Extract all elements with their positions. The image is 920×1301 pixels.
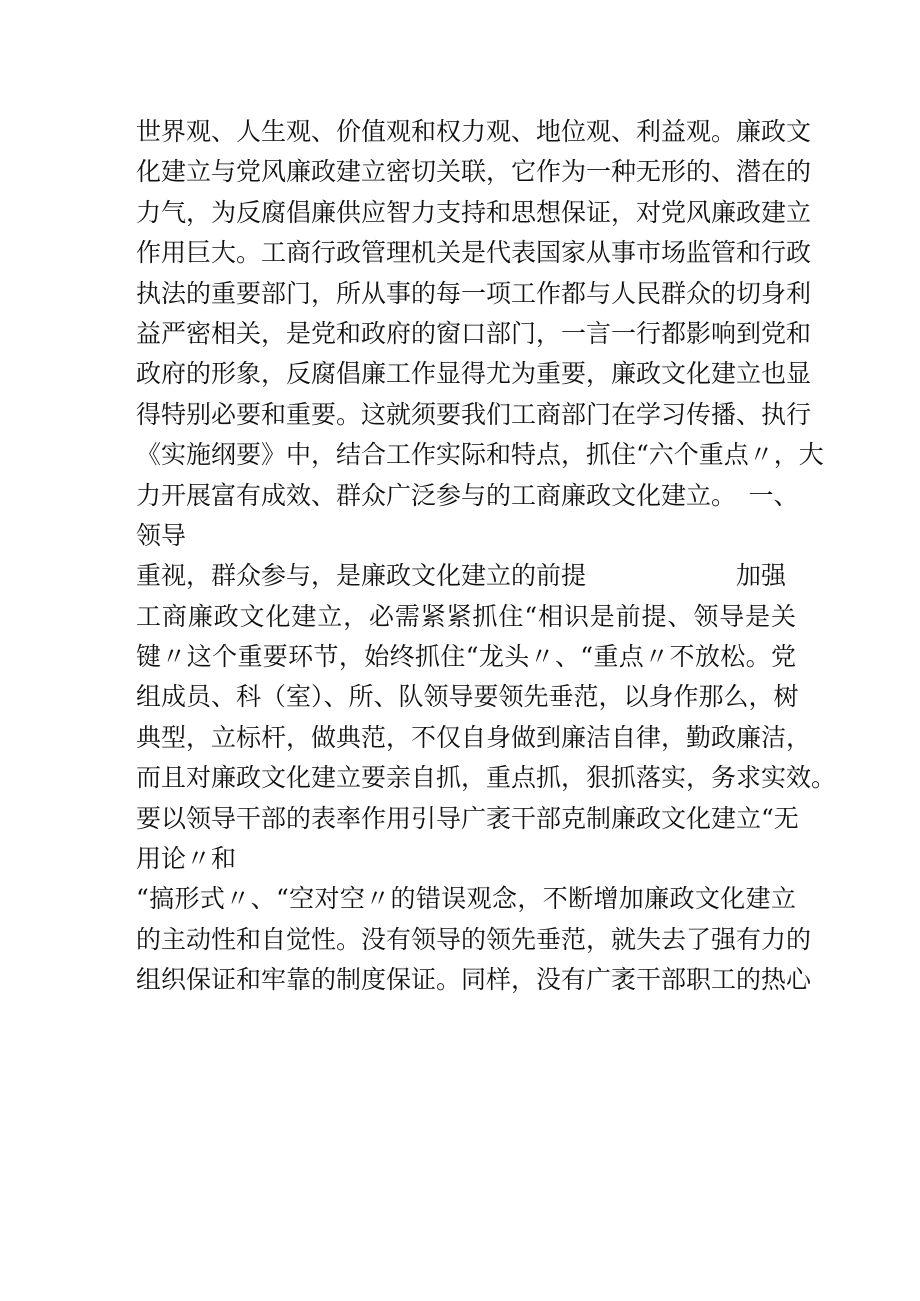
text-line: 而且对廉政文化建立要亲自抓，重点抓，狠抓落实，务求实效。 — [136, 763, 837, 793]
text-line: 世界观、人生观、价值观和权力观、地位观、利益观。廉政文 — [136, 117, 812, 146]
text-line: 典型，立标杆，做典范，不仅自身做到廉洁自律，勤政廉洁， — [136, 722, 812, 752]
text-line: 工商廉政文化建立，必需紧紧抓住“相识是前提、领导是关 — [136, 601, 796, 631]
text-line: 重视，群众参与，是廉政文化建立的前提 加强 — [136, 561, 787, 591]
text-line: 化建立与党风廉政建立密切关联，它作为一种无形的、潜在的 — [136, 157, 812, 187]
text-line: 力开展富有成效、群众广泛参与的工商廉政文化建立。 一、 — [136, 480, 799, 510]
body-text — [136, 112, 837, 1001]
text-line: 键〃这个重要环节，始终抓住“龙头〃、“重点〃不放松。党 — [136, 642, 796, 672]
text-line: 力气，为反腐倡廉供应智力支持和思想保证，对党风廉政建立 — [136, 197, 812, 227]
text-line: 的主动性和自觉性。没有领导的领先垂范，就失去了强有力的 — [136, 924, 812, 954]
text-line: 用论〃和 — [136, 844, 237, 874]
text-line: 领导 — [136, 520, 187, 550]
text-line: 组织保证和牢靠的制度保证。同样，没有广袤干部职工的热心 — [136, 965, 812, 995]
text-line: 执法的重要部门，所从事的每一项工作都与人民群众的切身利 — [136, 278, 812, 308]
text-line: 《实施纲要》中，结合工作实际和特点，抓住“六个重点〃，大 — [136, 440, 824, 470]
text-line: 政府的形象，反腐倡廉工作显得尤为重要，廉政文化建立也显 — [136, 359, 812, 389]
text-line: 要以领导干部的表率作用引导广袤干部克制廉政文化建立“无 — [136, 803, 799, 833]
text-line: 作用巨大。工商行政管理机关是代表国家从事市场监管和行政 — [136, 238, 812, 268]
text-line: 得特别必要和重要。这就须要我们工商部门在学习传播、执行 — [136, 399, 812, 429]
text-line: “搞形式〃、“空对空〃的错误观念，不断增加廉政文化建立 — [136, 884, 796, 914]
text-line: 组成员、科（室）、所、队领导要领先垂范，以身作那么，树 — [136, 682, 799, 712]
text-line: 益严密相关，是党和政府的窗口部门，一言一行都影响到党和 — [136, 318, 812, 348]
